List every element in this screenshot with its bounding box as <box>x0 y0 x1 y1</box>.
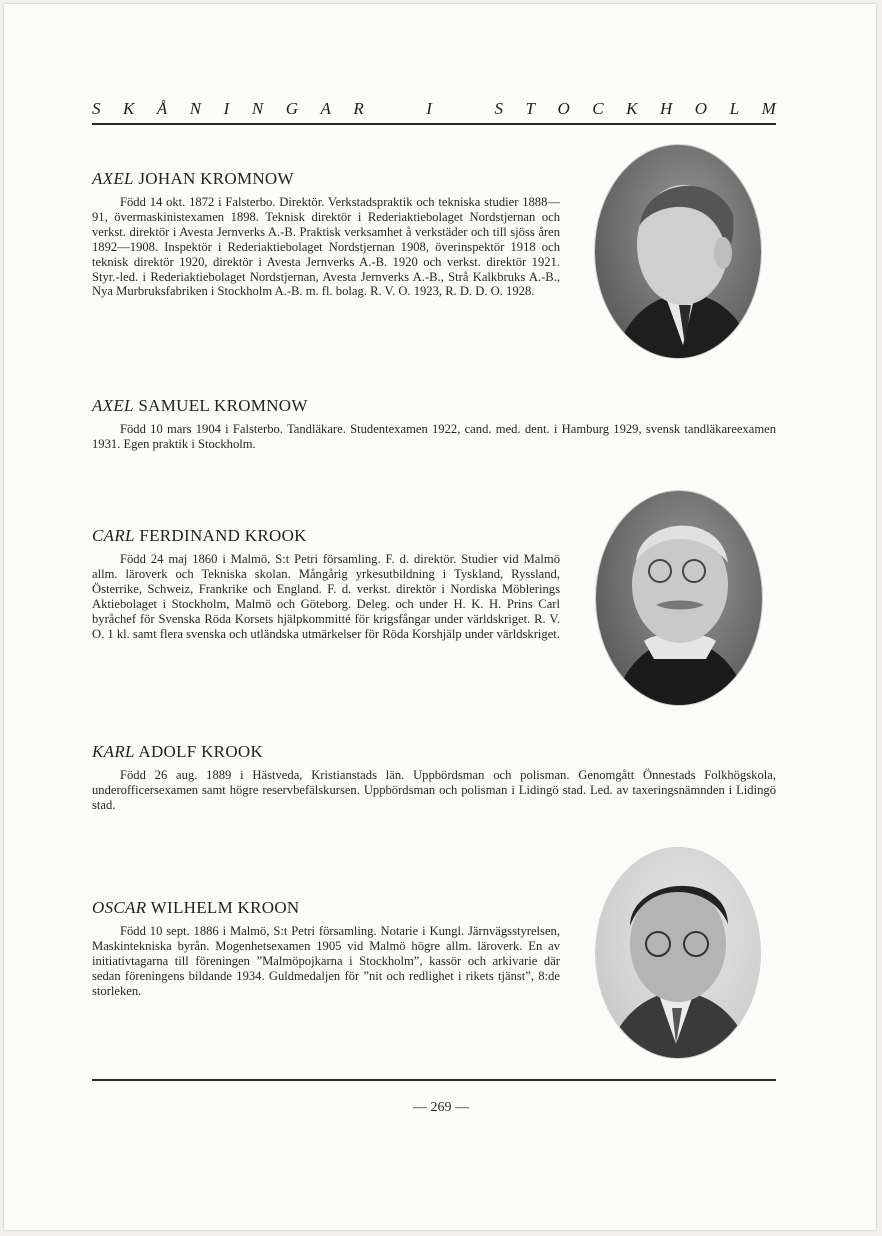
header-letter: K <box>626 99 638 118</box>
portrait-photo <box>596 491 762 705</box>
surname: SAMUEL KROMNOW <box>138 396 308 415</box>
biography-text: Född 10 mars 1904 i Falsterbo. Tandläkare. Studentexamen 1922, cand. med. dent. i Hamburg 1929, svensk tandläkareexamen 1931. Egen praktik i Stockholm. <box>92 422 776 451</box>
biography-text: Född 14 okt. 1872 i Falsterbo. Direktör. Verkstadspraktik och tekniska studier 1888—91, övermaskinistexamen 1898. Teknisk direktör i Rederiaktiebolaget Nordstjernan och verkst. direktör i Avesta Jernverks A.-B. Praktisk verksamhet å verkstäder och till sjöss åren 1892—1908. Inspektör i Rederiaktiebolaget Nordstjernan 1908, överinspektör 1918 och teknisk direktör 1920, direktör i Avesta Jernverks A.-B. 1920 och verkst. direktör 1921. Styr.-led. i Rederiaktiebolaget Nordstjernan, Avesta Jernverks A.-B., Strå Kalkbruks A.-B., Nya Murbruksfabriken i Stockholm A.-B. m. fl. bolag. R. V. O. 1923, R. D. D. O. 1928. <box>92 195 560 299</box>
given-name: KARL <box>92 742 135 761</box>
page-number: — 269 — <box>413 1100 469 1115</box>
header-letter: G <box>285 99 298 118</box>
portrait-illustration <box>596 848 760 1058</box>
given-name: AXEL <box>92 396 134 415</box>
portrait-photo <box>595 145 761 358</box>
given-name: AXEL <box>92 169 134 188</box>
portrait-illustration <box>596 491 762 705</box>
given-name: OSCAR <box>92 898 147 917</box>
person-name <box>92 742 776 762</box>
header-letter: I <box>223 99 230 118</box>
biography-text: Född 10 sept. 1886 i Malmö, S:t Petri församling. Notarie i Kungl. Järnvägsstyrelsen, Maskintekniska byrån. Mogenhetsexamen 1905 vid Malmö högre allm. läroverk. En av initiativtagarna till föreningen ”Malmöpojkarna i Stockholm”, kassör och arkivarie där sedan föreningens bildande 1934. Guldmedaljen för ”nit och redlighet i rikets tjänst”, 8:de storleken. <box>92 924 560 998</box>
header-rule <box>92 123 776 125</box>
person-name <box>92 396 776 416</box>
surname: WILHELM KROON <box>150 898 300 917</box>
person-name <box>92 169 560 189</box>
biography-entry <box>92 898 560 999</box>
biography-entry <box>92 742 776 813</box>
header-letter: O <box>694 99 708 118</box>
surname: FERDINAND KROOK <box>139 526 307 545</box>
biography-text: Född 24 maj 1860 i Malmö, S:t Petri församling. F. d. direktör. Studier vid Malmö allm. läroverk och Tekniska skolan. Mångårig yrkesutbildning i Tyskland, Ryssland, Österrike, Schweiz, Frankrike och England. F. d. verkst. direktör i Nordiska Möblerings Aktiebolaget i Stockholm, Malmö och Göteborg. Deleg. och under H. K. H. Prins Carl byråchef för Svenska Röda Korsets hjälpkommitté för krigsfångar under världskriget. R. V. O. 1 kl. samt flera svenska och utländska utmärkelser för Röda Korshjälp under världskriget. <box>92 552 560 641</box>
header-letter: K <box>123 99 135 118</box>
given-name: CARL <box>92 526 135 545</box>
header-letter: R <box>353 99 364 118</box>
footer-rule <box>92 1079 776 1081</box>
surname: ADOLF KROOK <box>138 742 264 761</box>
portrait-photo <box>596 848 760 1058</box>
header-letter: N <box>189 99 202 118</box>
surname: JOHAN KROMNOW <box>138 169 294 188</box>
running-header <box>92 99 776 119</box>
biography-entry <box>92 526 560 641</box>
header-letter: M <box>761 99 776 118</box>
header-letter: L <box>729 99 740 118</box>
header-letter: T <box>525 99 535 118</box>
biography-entry <box>92 396 776 452</box>
biography-entry <box>92 169 560 299</box>
header-letter: Å <box>156 99 168 118</box>
biography-text: Född 26 aug. 1889 i Hästveda, Kristianstads län. Uppbördsman och polisman. Genomgått Önnestads Folkhögskola, underofficersexamen samt högre reservbefälskursen. Uppbördsman och polisman i Lidingö stad. Led. av taxeringsnämnden i Lidingö stad. <box>92 768 776 812</box>
header-word-middle: I <box>426 99 432 118</box>
person-name <box>92 526 560 546</box>
portrait-illustration <box>595 145 761 358</box>
header-letter: S <box>494 99 503 118</box>
header-letter: N <box>251 99 264 118</box>
person-name <box>92 898 560 918</box>
header-letter: C <box>592 99 604 118</box>
header-letter: H <box>660 99 673 118</box>
header-letter: O <box>557 99 570 118</box>
header-letter: A <box>320 99 331 118</box>
header-letter: S <box>92 99 101 118</box>
